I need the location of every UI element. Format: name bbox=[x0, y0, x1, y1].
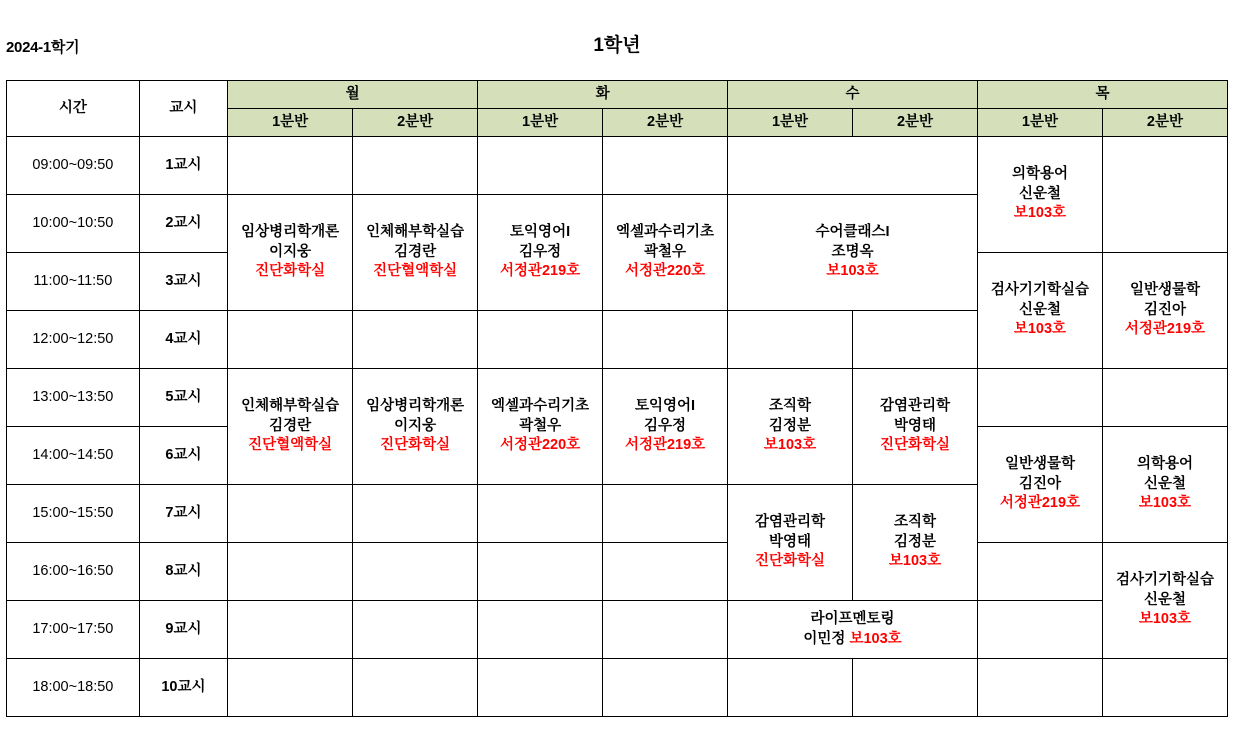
cell-thu2-p1 bbox=[1102, 137, 1227, 253]
course-cell-tue2-p5 bbox=[603, 369, 728, 485]
header-day-tue: 화 bbox=[478, 81, 728, 109]
course-room: 진단화학실 bbox=[879, 437, 951, 454]
course-name: 검사기기학실습 bbox=[1115, 572, 1214, 589]
cell-tue2-p8 bbox=[603, 543, 728, 601]
cell-thu1-p10 bbox=[977, 659, 1102, 717]
course-professor: 김진아 bbox=[1143, 301, 1186, 318]
course-professor: 김진아 bbox=[1018, 475, 1061, 492]
course-professor: 김경란 bbox=[269, 417, 312, 434]
cell-mon1-p7 bbox=[228, 485, 353, 543]
cell-tue2-p1 bbox=[603, 137, 728, 195]
header-section-thu-2: 2분반 bbox=[1102, 109, 1227, 137]
header-section-thu-1: 1분반 bbox=[977, 109, 1102, 137]
course-professor: 박영태 bbox=[893, 417, 936, 434]
cell-thu2-p10 bbox=[1102, 659, 1227, 717]
time-cell: 09:00~09:50 bbox=[7, 137, 140, 195]
cell-tue1-p8 bbox=[478, 543, 603, 601]
course-room: 보103호 bbox=[1138, 495, 1192, 512]
cell-mon2-p8 bbox=[353, 543, 478, 601]
period-cell: 6교시 bbox=[139, 427, 227, 485]
cell-tue1-p10 bbox=[478, 659, 603, 717]
time-cell: 14:00~14:50 bbox=[7, 427, 140, 485]
header-section-tue-2: 2분반 bbox=[603, 109, 728, 137]
cell-mon2-p1 bbox=[353, 137, 478, 195]
course-room: 서정관220호 bbox=[624, 263, 706, 280]
cell-mon1-p10 bbox=[228, 659, 353, 717]
cell-thu2-p5 bbox=[1102, 369, 1227, 427]
course-professor: 이지웅 bbox=[394, 417, 437, 434]
course-room: 보103호 bbox=[849, 630, 902, 647]
course-name: 토익영어I bbox=[635, 398, 696, 415]
cell-thu1-p8 bbox=[977, 543, 1102, 601]
cell-wed1-p4 bbox=[728, 311, 853, 369]
cell-mon1-p1 bbox=[228, 137, 353, 195]
course-cell-mon1-p5 bbox=[228, 369, 353, 485]
cell-mon2-p9 bbox=[353, 601, 478, 659]
course-cell-wed2-p5 bbox=[853, 369, 978, 485]
header-section-mon-1: 1분반 bbox=[228, 109, 353, 137]
course-name: 의학용어 bbox=[1011, 166, 1068, 183]
course-room: 보103호 bbox=[1013, 321, 1067, 338]
time-cell: 12:00~12:50 bbox=[7, 311, 140, 369]
course-name: 일반생물학 bbox=[1129, 282, 1200, 299]
course-professor-room bbox=[728, 630, 977, 650]
header-day-wed: 수 bbox=[728, 81, 978, 109]
cell-mon1-p9 bbox=[228, 601, 353, 659]
course-cell-thu2-p6 bbox=[1102, 427, 1227, 543]
course-cell-mon1-p2 bbox=[228, 195, 353, 311]
course-name: 조직학 bbox=[769, 398, 812, 415]
cell-wed-p1 bbox=[728, 137, 978, 195]
cell-wed2-p4 bbox=[853, 311, 978, 369]
time-cell: 18:00~18:50 bbox=[7, 659, 140, 717]
course-cell-thu1-p3 bbox=[977, 253, 1102, 369]
course-room: 서정관220호 bbox=[499, 437, 581, 454]
header-day-thu: 목 bbox=[977, 81, 1227, 109]
period-cell: 4교시 bbox=[139, 311, 227, 369]
course-professor: 김경란 bbox=[394, 243, 437, 260]
course-cell-mon2-p2 bbox=[353, 195, 478, 311]
course-name: 수어클래스I bbox=[815, 224, 890, 241]
course-professor: 곽철우 bbox=[519, 417, 562, 434]
cell-wed2-p10 bbox=[853, 659, 978, 717]
course-professor: 김우정 bbox=[519, 243, 562, 260]
course-name: 인체해부학실습 bbox=[241, 398, 340, 415]
course-room: 보103호 bbox=[826, 263, 879, 280]
period-cell: 1교시 bbox=[139, 137, 227, 195]
course-room: 진단혈액학실 bbox=[373, 263, 458, 280]
course-cell-wed1-p7 bbox=[728, 485, 853, 601]
cell-mon2-p4 bbox=[353, 311, 478, 369]
course-name: 토익영어I bbox=[510, 224, 571, 241]
course-name: 의학용어 bbox=[1136, 456, 1193, 473]
course-professor: 김정분 bbox=[893, 533, 936, 550]
course-cell-thu1-p1 bbox=[977, 137, 1102, 253]
cell-wed1-p10 bbox=[728, 659, 853, 717]
cell-mon1-p4 bbox=[228, 311, 353, 369]
course-name: 조직학 bbox=[893, 514, 936, 531]
cell-mon1-p8 bbox=[228, 543, 353, 601]
page-header bbox=[0, 0, 1234, 80]
course-name: 감염관리학 bbox=[879, 398, 951, 415]
time-cell: 10:00~10:50 bbox=[7, 195, 140, 253]
time-cell: 15:00~15:50 bbox=[7, 485, 140, 543]
course-cell-thu2-p8 bbox=[1102, 543, 1227, 659]
course-room: 서정관219호 bbox=[624, 437, 706, 454]
course-room: 진단화학실 bbox=[380, 437, 451, 454]
table-row bbox=[7, 601, 1228, 659]
time-cell: 17:00~17:50 bbox=[7, 601, 140, 659]
course-name: 인체해부학실습 bbox=[366, 224, 465, 241]
period-cell: 7교시 bbox=[139, 485, 227, 543]
course-room: 서정관219호 bbox=[1124, 321, 1206, 338]
table-row bbox=[7, 369, 1228, 427]
period-cell: 9교시 bbox=[139, 601, 227, 659]
time-cell: 11:00~11:50 bbox=[7, 253, 140, 311]
period-cell: 5교시 bbox=[139, 369, 227, 427]
period-cell: 2교시 bbox=[139, 195, 227, 253]
cell-mon2-p10 bbox=[353, 659, 478, 717]
course-professor: 박영태 bbox=[769, 533, 812, 550]
course-name: 검사기기학실습 bbox=[990, 282, 1089, 299]
course-room: 보103호 bbox=[1013, 205, 1067, 222]
course-room: 진단화학실 bbox=[255, 263, 326, 280]
course-name: 엑셀과수리기초 bbox=[491, 398, 590, 415]
table-row bbox=[7, 659, 1228, 717]
course-professor: 신운철 bbox=[1143, 591, 1186, 608]
course-name: 감염관리학 bbox=[755, 514, 826, 531]
course-professor: 김우정 bbox=[644, 417, 687, 434]
course-room: 진단화학실 bbox=[755, 553, 826, 570]
course-cell-mon2-p5 bbox=[353, 369, 478, 485]
course-room: 보103호 bbox=[1138, 611, 1192, 628]
course-cell-wed-mentoring-p9 bbox=[728, 601, 978, 659]
course-cell-thu1-p6 bbox=[977, 427, 1102, 543]
course-cell-tue1-p5 bbox=[478, 369, 603, 485]
course-professor: 조명옥 bbox=[831, 243, 874, 260]
course-cell-wed1-p5 bbox=[728, 369, 853, 485]
course-cell-wed2-p7 bbox=[853, 485, 978, 601]
header-time: 시간 bbox=[7, 81, 140, 137]
course-room: 서정관219호 bbox=[499, 263, 581, 280]
cell-tue2-p7 bbox=[603, 485, 728, 543]
header-section-wed-2: 2분반 bbox=[853, 109, 978, 137]
course-name: 임상병리학개론 bbox=[366, 398, 465, 415]
course-room: 서정관219호 bbox=[999, 495, 1081, 512]
cell-tue1-p4 bbox=[478, 311, 603, 369]
time-cell: 13:00~13:50 bbox=[7, 369, 140, 427]
course-cell-tue1-p2 bbox=[478, 195, 603, 311]
cell-tue2-p4 bbox=[603, 311, 728, 369]
header-day-mon: 월 bbox=[228, 81, 478, 109]
header-section-wed-1: 1분반 bbox=[728, 109, 853, 137]
course-professor: 이민정 bbox=[803, 630, 846, 647]
cell-thu1-p9 bbox=[977, 601, 1102, 659]
period-cell: 10교시 bbox=[139, 659, 227, 717]
header-section-tue-1: 1분반 bbox=[478, 109, 603, 137]
period-cell: 3교시 bbox=[139, 253, 227, 311]
course-professor: 곽철우 bbox=[644, 243, 687, 260]
header-row-days bbox=[7, 81, 1228, 109]
course-name: 일반생물학 bbox=[1004, 456, 1075, 473]
page-title: 1학년 bbox=[593, 35, 641, 56]
semester-label: 2024-1학기 bbox=[6, 39, 80, 56]
course-professor: 신운철 bbox=[1143, 475, 1186, 492]
course-professor: 신운철 bbox=[1018, 185, 1061, 202]
period-cell: 8교시 bbox=[139, 543, 227, 601]
header-section-mon-2: 2분반 bbox=[353, 109, 478, 137]
course-room: 보103호 bbox=[888, 553, 942, 570]
course-name: 엑셀과수리기초 bbox=[616, 224, 715, 241]
cell-thu1-p5 bbox=[977, 369, 1102, 427]
course-cell-wed-merged-p2 bbox=[728, 195, 978, 311]
course-cell-tue2-p2 bbox=[603, 195, 728, 311]
cell-tue1-p7 bbox=[478, 485, 603, 543]
cell-tue2-p9 bbox=[603, 601, 728, 659]
course-room: 보103호 bbox=[763, 437, 817, 454]
cell-tue1-p1 bbox=[478, 137, 603, 195]
course-name: 라이프멘토링 bbox=[810, 610, 895, 627]
time-cell: 16:00~16:50 bbox=[7, 543, 140, 601]
course-professor: 김정분 bbox=[769, 417, 812, 434]
course-cell-thu2-p3 bbox=[1102, 253, 1227, 369]
cell-tue1-p9 bbox=[478, 601, 603, 659]
course-name: 임상병리학개론 bbox=[241, 224, 340, 241]
header-period: 교시 bbox=[139, 81, 227, 137]
table-row bbox=[7, 543, 1228, 601]
course-professor: 신운철 bbox=[1018, 301, 1061, 318]
cell-mon2-p7 bbox=[353, 485, 478, 543]
cell-tue2-p10 bbox=[603, 659, 728, 717]
timetable bbox=[6, 80, 1228, 717]
course-room: 진단혈액학실 bbox=[248, 437, 333, 454]
course-professor: 이지웅 bbox=[269, 243, 312, 260]
table-row bbox=[7, 137, 1228, 195]
